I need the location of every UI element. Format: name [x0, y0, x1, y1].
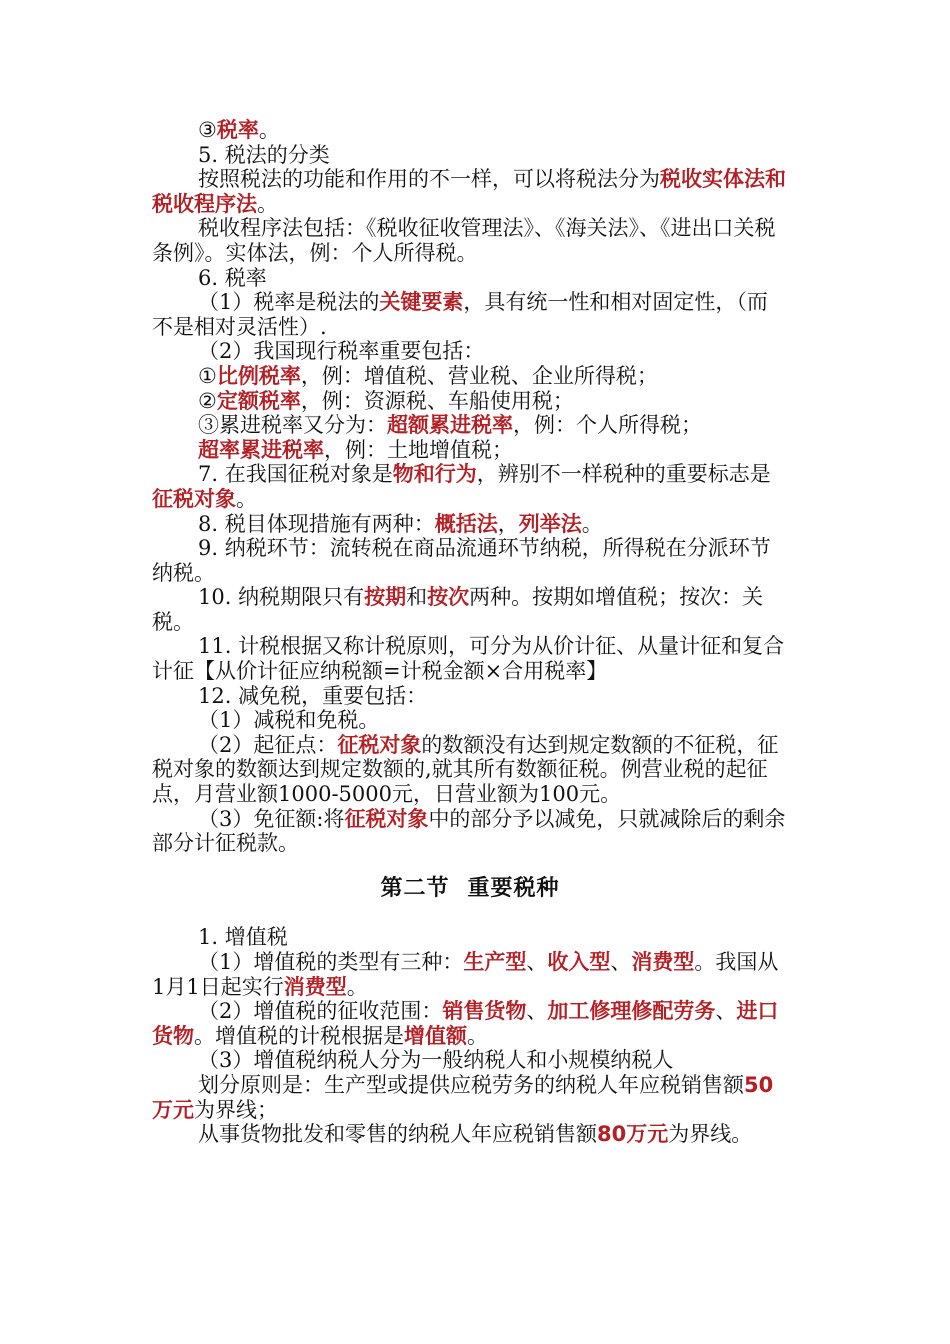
paragraph: ②定额税率，例：资源税、车船使用税；	[198, 388, 574, 413]
paragraph: （1）增值税的类型有三种：生产型、收入型、消费型。我国从1月1日起实行消费型。	[152, 950, 779, 999]
highlight: 收入型	[547, 950, 611, 974]
paragraph: （2）起征点：征税对象的数额没有达到规定数额的不征税，征税对象的数额达到规定数额的,就其所有数额征税。例营业税的起征点，月营业额1000-5000元，日营业额为100元。	[152, 732, 779, 807]
paragraph: （3）增值税纳税人分为一般纳税人和小规模纳税人	[198, 1048, 674, 1073]
document-page	[152, 118, 788, 1147]
highlight: 征税对象	[152, 486, 236, 511]
paragraph: ③税率。	[198, 118, 280, 142]
highlight: 征税对象	[344, 806, 429, 831]
highlight: 生产型	[463, 950, 527, 974]
highlight: 比例税率	[216, 363, 301, 388]
highlight: 税率	[216, 118, 259, 142]
paragraph: 超率累进税率，例：土地增值税；	[198, 437, 513, 462]
highlight: 关键要素	[379, 290, 464, 315]
section-item: 8. 税目体现措施有两种：概括法，列举法。	[198, 511, 603, 536]
paragraph: ①比例税率，例：增值税、营业税、企业所得税；	[198, 363, 658, 388]
highlight: 按期	[364, 585, 407, 610]
paragraph: ③累进税率又分为：超额累进税率，例：个人所得税；	[198, 413, 702, 438]
section-item: 1. 增值税	[198, 925, 288, 950]
highlight: 50万元	[152, 1072, 774, 1122]
highlight: 超额累进税率	[387, 413, 513, 438]
section-item: 5. 税法的分类	[198, 142, 330, 167]
paragraph: （2）增值税的征收范围：销售货物、加工修理修配劳务、进口货物。增值税的计税根据是增值额。	[152, 999, 779, 1048]
section-item: 7. 在我国征税对象是物和行为，辨别不一样税种的重要标志是征税对象。	[152, 462, 771, 511]
highlight: 列举法	[518, 511, 582, 536]
highlight: 超率累进税率	[198, 437, 324, 462]
section-heading: 第二节 重要税种	[380, 875, 560, 901]
highlight: 进口货物	[152, 999, 779, 1048]
section-item: 6. 税率	[198, 265, 267, 290]
highlight: 增值额	[404, 1023, 467, 1048]
paragraph: 划分原则是：生产型或提供应税劳务的纳税人年应税销售额50万元为界线；	[152, 1072, 774, 1122]
section-item: 9. 纳税环节：流转税在商品流通环节纳税，所得税在分派环节纳税。	[152, 536, 771, 585]
paragraph: 税收程序法包括：《税收征收管理法》、《海关法》、《进出口关税条例》。实体法，例：个人所得税。	[152, 216, 776, 265]
paragraph: 按照税法的功能和作用的不一样，可以将税法分为税收实体法和税收程序法。	[152, 167, 786, 216]
highlight: 消费型	[631, 950, 695, 974]
highlight: 税收实体法和税收程序法	[152, 167, 786, 216]
highlight: 物和行为	[392, 462, 477, 487]
section-item: 11. 计税根据又称计税原则，可分为从价计征、从量计征和复合计征【从价计征应纳税额=计税金额×合用税率】	[152, 634, 785, 684]
highlight: 征税对象	[337, 732, 422, 757]
section-item: 12. 减免税，重要包括：	[198, 683, 428, 708]
highlight: 按次	[427, 585, 470, 610]
paragraph: （2）我国现行税率重要包括：	[198, 339, 485, 364]
highlight: 消费型	[283, 974, 347, 999]
highlight: 概括法	[434, 511, 498, 536]
paragraph: （1）税率是税法的关键要素，具有统一性和相对固定性，（而不是相对灵活性）.	[152, 290, 768, 339]
paragraph: （3）免征额:将征税对象中的部分予以减免，只就减除后的剩余部分计征税款。	[152, 806, 786, 856]
section-item: 10. 纳税期限只有按期和按次两种。按期如增值税；按次：关税。	[152, 585, 764, 634]
highlight: 加工修理修配劳务	[547, 999, 716, 1024]
highlight: 销售货物	[442, 999, 527, 1024]
paragraph: 从事货物批发和零售的纳税人年应税销售额80万元为界线。	[198, 1122, 753, 1147]
paragraph: （1）减税和免税。	[198, 708, 380, 733]
highlight: 80万元	[597, 1122, 669, 1147]
highlight: 定额税率	[216, 388, 301, 413]
